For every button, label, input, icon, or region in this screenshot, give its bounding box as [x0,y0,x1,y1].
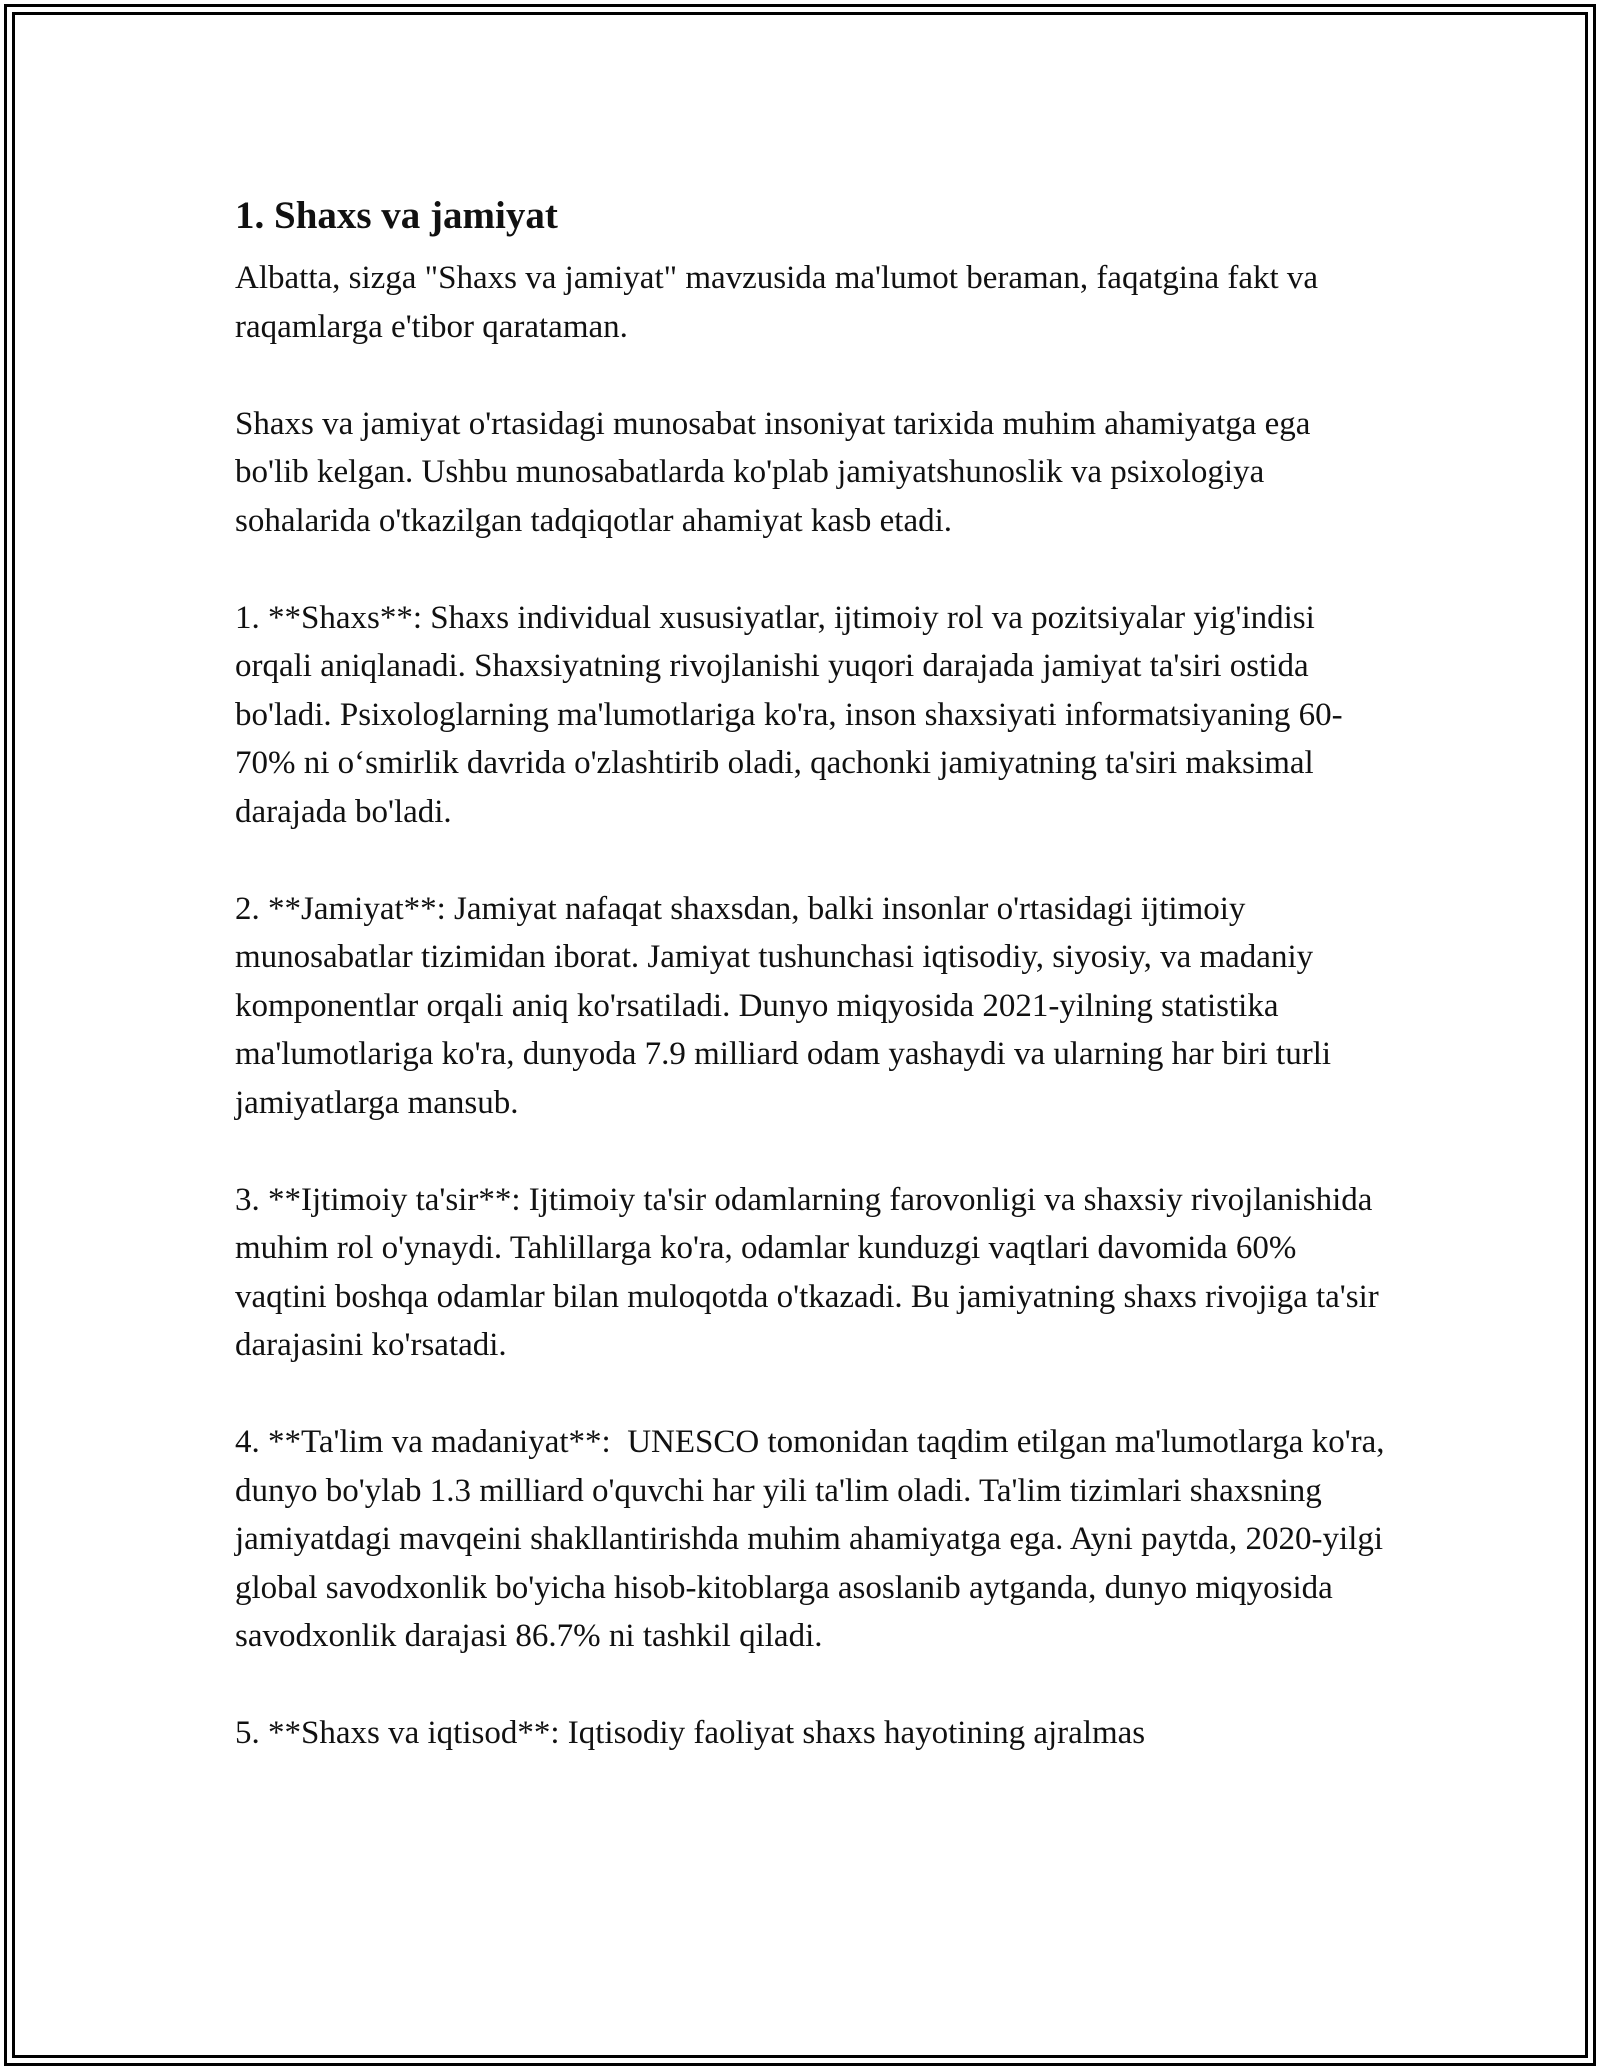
list-item-jamiyat: 2. **Jamiyat**: Jamiyat nafaqat shaxsdan, balki insonlar o'rtasidagi ijtimoiy munosabatlar tizimidan iborat. Jamiyat tushunchasi iqtisodiy, siyosiy, va madaniy komponentlar orqali aniq ko'rsatiladi. Dunyo miqyosida 2021-yilning statistika ma'lumotlariga ko'ra, dunyoda 7.9 milliard odam yashaydi va ularning har biri turli jamiyatlarga mansub. [235,890,1340,1121]
document-body [235,190,1393,1806]
document-title: 1. Shaxs va jamiyat [235,194,558,237]
list-item-shaxs-va-iqtisod: 5. **Shaxs va iqtisod**: Iqtisodiy faoliyat shaxs hayotining ajralmas [235,1715,1146,1751]
list-item-ijtimoiy-tasir: 3. **Ijtimoiy ta'sir**: Ijtimoiy ta'sir odamlarning farovonligi va shaxsiy rivojlanishida muhim rol o'ynaydi. Tahlillarga ko'ra, odamlar kunduzgi vaqtlari davomida 60% vaqtini boshqa odamlar bilan muloqotda o'tkazadi. Bu jamiyatning shaxs rivojiga ta'sir darajasini ko'rsatadi. [235,1181,1388,1363]
intro-paragraph: Albatta, sizga "Shaxs va jamiyat" mavzusida ma'lumot beraman, faqatgina fakt va raqamlarga e'tibor qarataman. [235,260,1327,345]
overview-paragraph: Shaxs va jamiyat o'rtasidagi munosabat insoniyat tarixida muhim ahamiyatga ega bo'lib kelgan. Ushbu munosabatlarda ko'plab jamiyatshunoslik va psixologiya sohalarida o'tkazilgan tadqiqotlar ahamiyat kasb etadi. [235,405,1319,539]
list-item-talim-va-madaniyat: 4. **Ta'lim va madaniyat**: UNESCO tomonidan taqdim etilgan ma'lumotlarga ko'ra, dunyo bo'ylab 1.3 milliard o'quvchi har yili ta'lim oladi. Ta'lim tizimlari shaxsning jamiyatdagi mavqeini shakllantirishda muhim ahamiyatga ega. Ayni paytda, 2020-yilgi global savodxonlik bo'yicha hisob-kitoblarga asoslanib aytganda, dunyo miqyosida savodxonlik darajasi 86.7% ni tashkil qiladi. [235,1424,1393,1654]
list-item-shaxs: 1. **Shaxs**: Shaxs individual xususiyatlar, ijtimoiy rol va pozitsiyalar yig'indisi orqali aniqlanadi. Shaxsiyatning rivojlanishi yuqori darajada jamiyat ta'siri ostida bo'ladi. Psixologlarning ma'lumotlariga ko'ra, inson shaxsiyati informatsiyaning 60-70% ni o‘smirlik davrida o'zlashtirib oladi, qachonki jamiyatning ta'siri maksimal darajada bo'ladi. [235,599,1343,830]
